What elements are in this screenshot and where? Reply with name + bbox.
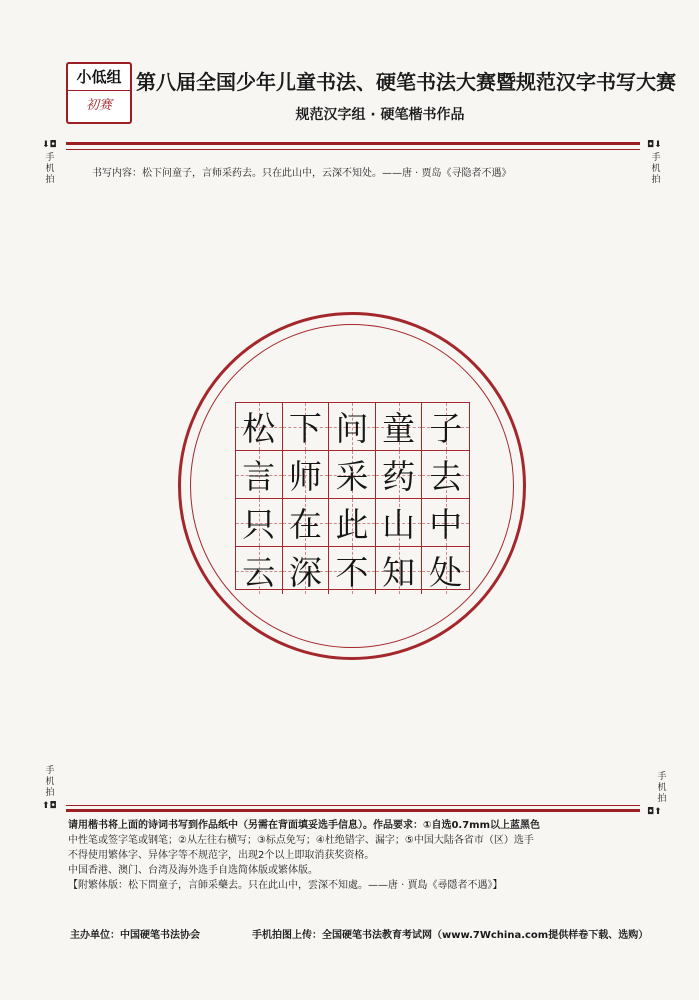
requirements-line: 中性笔或签字笔或钢笔；②从左往右横写；③标点免写；④杜绝错字、漏字；⑤中国大陆各省市（区）选手 [68, 835, 534, 846]
corner-marker-bottom-left: ⬆◘ [42, 801, 57, 811]
writing-grid [235, 402, 470, 590]
bottom-rule-thick [66, 809, 640, 812]
grid-cell: 子 [422, 403, 469, 451]
grid-cell: 不 [329, 547, 376, 594]
grid-cell: 山 [376, 499, 423, 547]
organizer-label: 主办单位：中国硬笔书法协会 [70, 930, 200, 941]
grid-cell: 言 [236, 451, 283, 499]
grid-cell: 在 [283, 499, 330, 547]
bottom-rule-thin [66, 805, 640, 806]
grid-cell: 此 [329, 499, 376, 547]
corner-marker-top-left: ⬇◘ [42, 140, 57, 150]
round-label: 初赛 [85, 98, 112, 113]
grid-cell: 知 [376, 547, 423, 594]
grid-cell: 师 [283, 451, 330, 499]
grid-cell: 松 [236, 403, 283, 451]
photo-label-top-right: 手机拍 [651, 153, 661, 185]
requirements-line: 请用楷书将上面的诗词书写到作品纸中（另需在背面填妥选手信息）。作品要求：①自选0.7mm以上蓝黑色 [68, 820, 541, 831]
grid-cell: 云 [236, 547, 283, 594]
writing-content: 书写内容：松下问童子，言师采药去。只在此山中，云深不知处。——唐 · 贾岛《寻隐者不遇》 [92, 168, 512, 179]
grid-cell: 药 [376, 451, 423, 499]
group-badge [66, 62, 132, 124]
requirements-line: 不得使用繁体字、异体字等不规范字，出现2个以上即取消获奖资格。 [68, 850, 375, 861]
corner-marker-top-right: ◘⬇ [647, 140, 662, 150]
group-label: 小低组 [68, 64, 130, 91]
grid-cell: 童 [376, 403, 423, 451]
grid-cell: 采 [329, 451, 376, 499]
page-subtitle: 规范汉字组 · 硬笔楷书作品 [295, 107, 465, 123]
photo-label-bottom-left: 手机拍 [45, 766, 55, 798]
page-title: 第八届全国少年儿童书法、硬笔书法大赛暨规范汉字书写大赛 [136, 70, 676, 94]
top-rule-thick [66, 142, 640, 145]
traditional-version: 【附繁体版：松下問童子，言師采藥去。只在此山中，雲深不知處。——唐 · 賈島《尋隱者不遇》】 [68, 880, 503, 891]
requirements-block [68, 818, 648, 893]
upload-info: 手机拍图上传：全国硬笔书法教育考试网（www.7Wchina.com提供样卷下载、选购） [252, 930, 649, 941]
grid-cell: 下 [283, 403, 330, 451]
grid-cell: 问 [329, 403, 376, 451]
grid-cell: 中 [422, 499, 469, 547]
photo-label-top-left: 手机拍 [45, 153, 55, 185]
grid-cell: 处 [422, 547, 469, 594]
requirements-line: 中国香港、澳门、台湾及海外选手自选简体版或繁体版。 [68, 865, 318, 876]
photo-label-bottom-right: 手机拍 [657, 772, 667, 804]
grid-cell: 只 [236, 499, 283, 547]
grid-cell: 去 [422, 451, 469, 499]
corner-marker-bottom-right: ◘⬆ [647, 807, 662, 817]
top-rule-thin [66, 149, 640, 150]
grid-cell: 深 [283, 547, 330, 594]
